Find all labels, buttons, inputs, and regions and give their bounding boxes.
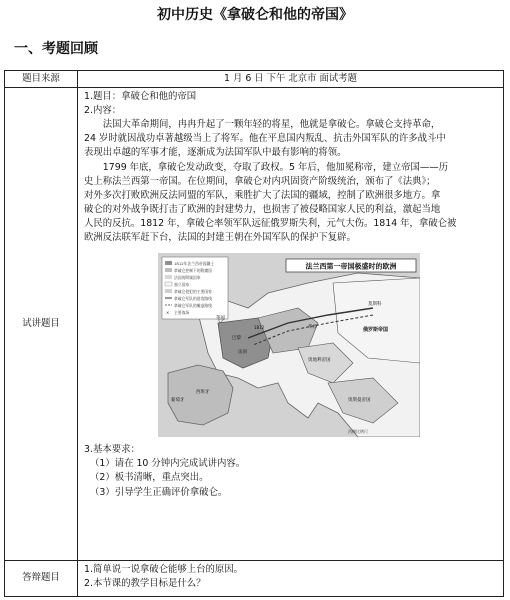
legend-item: 法国的附属国家	[174, 275, 201, 281]
svg-text:✕: ✕	[166, 310, 170, 316]
map-label: 莫斯科	[368, 302, 382, 308]
map-label: 奥地利帝国	[308, 358, 331, 364]
paragraph-2-line: 破仑的对外战争既打击了欧洲的封建势力，也损害了被侵略国家人民的利益，激起当地	[84, 203, 441, 215]
requirement-item: （2）板书清晰，重点突出。	[90, 472, 209, 484]
europe-map	[158, 253, 420, 437]
legend-item: 1812年法兰西帝国疆土	[174, 261, 215, 267]
exam-table	[4, 70, 504, 597]
legend-item: 拿破仑军队的撤退路线	[174, 303, 212, 309]
paragraph-2-line: 史上称法兰西第一帝国。在位期间，拿破仑对内巩固资产阶级统治，颁布了《法典》；	[84, 175, 436, 187]
map-label: 俄罗斯帝国	[363, 327, 389, 334]
map-label: 西班牙	[196, 390, 210, 396]
map-label: 葡萄牙	[171, 398, 185, 404]
source-value: 1 月 6 日 下午 北京市 面试考题	[78, 71, 504, 88]
defense-question: 2.本节课的教学目标是什么？	[84, 578, 206, 590]
document-title: 初中历史《拿破仑和他的帝国》	[157, 7, 353, 23]
map-label: 巴黎	[232, 336, 241, 342]
map-label: 法国	[238, 350, 247, 356]
map-title: 法兰西第一帝国极盛时的欧洲	[305, 262, 397, 271]
paragraph-2-line: 欧洲反法联军赶下台，法国的封建王朝在外国军队的保护下复辟。	[84, 232, 356, 244]
paragraph-1-line: 法国大革命期间，冉冉升起了一颗年轻的将星，他就是拿破仑。拿破仑支持革命，	[102, 119, 441, 131]
europe-map-graphic	[158, 253, 420, 437]
lecture-topic-label: 试讲题目	[5, 88, 78, 561]
paragraph-2-line: 人民的反抗。1812 年，拿破仑率领军队远征俄罗斯失利，元气大伤。1814 年，拿破仑被	[84, 217, 457, 229]
legend-item: 拿破仑控制下的附庸国	[174, 268, 212, 274]
map-label: 奥斯曼帝国	[348, 398, 371, 404]
section-heading: 一、考题回顾	[14, 41, 98, 57]
legend-item: 拿破仑侵犯的主要国家	[174, 289, 212, 295]
defense-label: 答辩题目	[5, 561, 78, 597]
legend-item: 拿破仑军队的进攻路线	[174, 296, 212, 302]
map-label: 1812	[254, 325, 265, 331]
paragraph-2-line: 1799 年底，拿破仑发动政变，夺取了政权。5 年后，他加冕称帝，建立帝国——历	[102, 161, 448, 173]
paragraph-2-line: 对外多次打败欧洲反法同盟的军队，乘胜扩大了法国的疆域，控制了欧洲很多地方。拿	[84, 189, 441, 201]
map-footer: 西侧比例尺	[348, 429, 368, 435]
topic-line: 1.题目：拿破仑和他的帝国	[84, 91, 197, 102]
defense-question: 1.简单说一说拿破仑能够上台的原因。	[84, 564, 243, 575]
requirement-item: （1）请在 10 分钟内完成试讲内容。	[90, 458, 246, 470]
legend-item: 主要战场	[174, 310, 190, 316]
defense-cell	[78, 561, 504, 597]
paragraph-1-line: 表现出卓越的军事才能，逐渐成为法国军队中最有影响的将领。	[84, 147, 347, 159]
source-label: 题目来源	[5, 71, 78, 88]
map-label: 华沙	[308, 325, 317, 331]
map-label: 英国	[216, 316, 225, 322]
requirement-item: （3）引导学生正确评价拿破仑。	[90, 486, 228, 498]
paragraph-1-line: 24 岁时就因战功卓著越级当上了将军。他在平息国内叛乱、抗击外国军队的许多战斗中	[84, 133, 446, 145]
content-heading: 2.内容：	[84, 105, 122, 117]
requirements-heading: 3.基本要求：	[84, 444, 140, 456]
legend-item: 独立国家	[174, 282, 190, 288]
lecture-topic-cell	[78, 88, 504, 561]
